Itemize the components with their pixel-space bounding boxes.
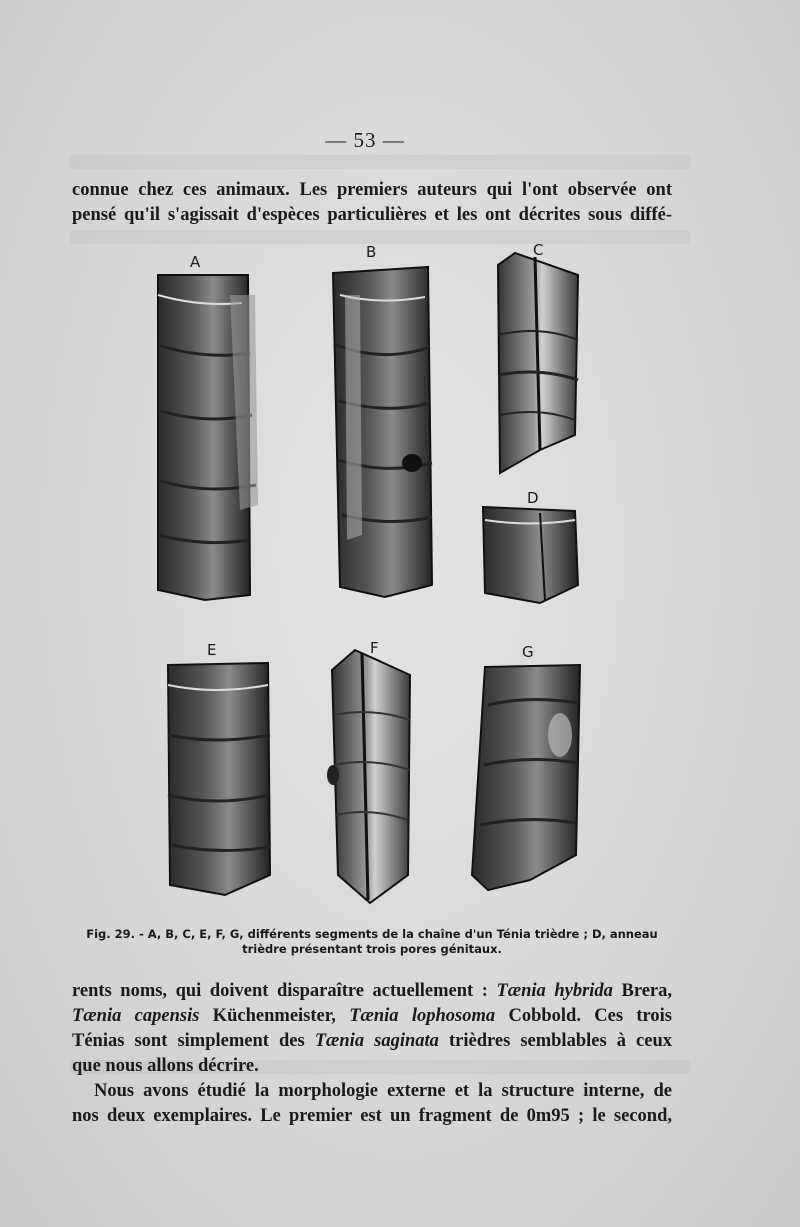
text-span: rents noms, qui doivent disparaître actuellement : <box>72 981 497 1001</box>
segment-c <box>498 253 578 473</box>
figure-29 <box>0 235 800 925</box>
text-line: pensé qu'il s'agissait d'espèces particulières et les ont décrites sous diffé- <box>72 205 672 225</box>
species-name: Tænia capensis <box>72 1006 200 1026</box>
tapeworm-segments-illustration <box>0 235 800 925</box>
species-name: Tænia lophosoma <box>349 1006 496 1026</box>
figure-label-b: B <box>366 243 377 261</box>
paragraph-bottom <box>72 979 672 1129</box>
text-span: trièdres semblables à ceux <box>438 1031 672 1051</box>
bleed-through-line <box>70 155 690 169</box>
segment-e <box>168 663 270 895</box>
segment-a <box>158 275 258 600</box>
figure-caption <box>72 927 672 957</box>
figure-label-d: D <box>527 489 539 507</box>
text-span: Küchenmeister, <box>199 1006 350 1026</box>
text-line: nos deux exemplaires. Le premier est un fragment de 0m95 ; le second, <box>72 1106 672 1126</box>
text-line <box>72 1004 672 1029</box>
segment-f <box>327 650 410 903</box>
species-name: Tænia saginata <box>314 1031 439 1051</box>
figure-label-c: C <box>533 241 544 259</box>
caption-line: Fig. 29. - A, B, C, E, F, G, différents segments de la chaîne d'un Ténia trièdre ; D, anneau <box>86 927 658 941</box>
text-line <box>72 1029 672 1054</box>
segment-d <box>483 507 578 603</box>
text-span: Cobbold. Ces trois <box>495 1006 673 1026</box>
text-span: Brera, <box>612 981 672 1001</box>
text-line: Nous avons étudié la morphologie externe et la structure interne, de <box>94 1081 672 1101</box>
paragraph-top <box>72 178 672 228</box>
figure-label-e: E <box>207 641 217 659</box>
text-span: Ténias sont simplement des <box>72 1031 315 1051</box>
figure-label-g: G <box>522 643 534 661</box>
caption-line: trièdre présentant trois pores génitaux. <box>242 942 502 956</box>
figure-label-a: A <box>190 253 201 271</box>
page-number: — 53 — <box>325 128 405 152</box>
text-line <box>72 979 672 1004</box>
segment-g <box>472 665 580 890</box>
text-line: que nous allons décrire. <box>72 1056 259 1076</box>
species-name: Tænia hybrida <box>496 981 613 1001</box>
text-line: connue chez ces animaux. Les premiers auteurs qui l'ont observée ont <box>72 180 672 200</box>
figure-label-f: F <box>370 639 379 657</box>
segment-b <box>333 267 432 597</box>
